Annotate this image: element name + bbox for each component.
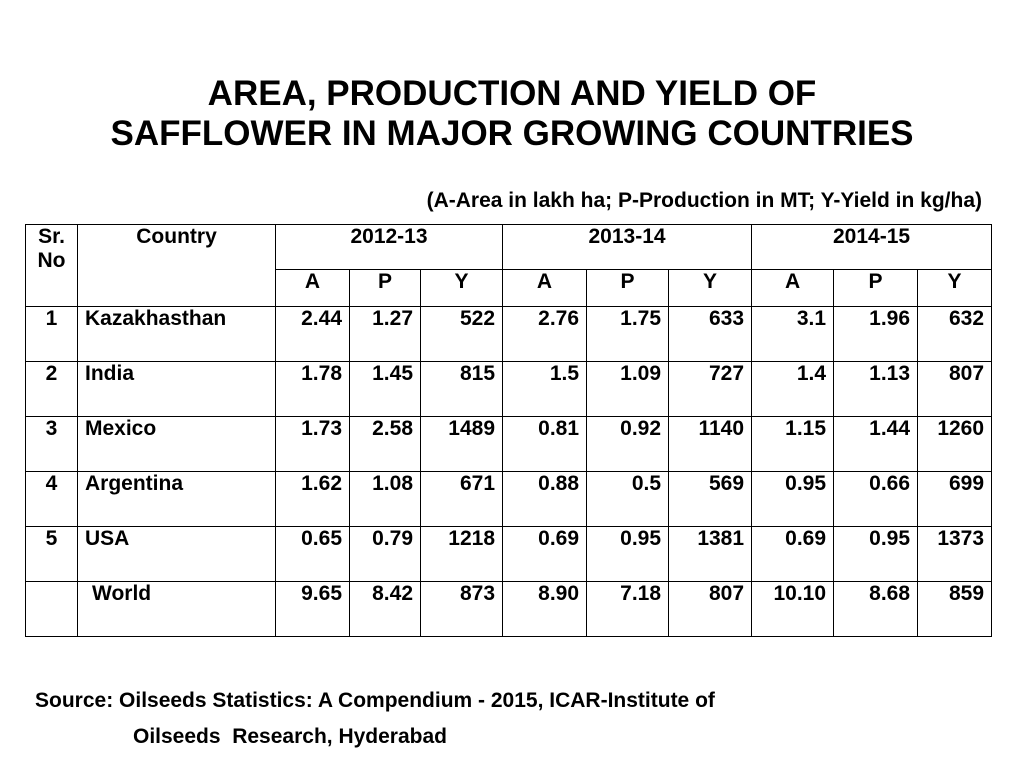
cell-value: 1260 [918,417,992,472]
cell-value: 8.68 [834,582,918,637]
cell-value: 1.73 [276,417,350,472]
cell-country: World [78,582,276,637]
cell-srno: 3 [26,417,78,472]
cell-value: 0.79 [350,527,421,582]
cell-value: 859 [918,582,992,637]
cell-value: 1140 [669,417,752,472]
cell-value: 1218 [421,527,503,582]
cell-value: 1.62 [276,472,350,527]
cell-value: 1.45 [350,362,421,417]
cell-value: 2.76 [503,307,587,362]
cell-value: 0.88 [503,472,587,527]
header-country: Country [78,225,276,307]
subheader-cell: P [350,270,421,307]
cell-value: 7.18 [587,582,669,637]
cell-value: 1.75 [587,307,669,362]
header-year: 2014-15 [752,225,992,270]
cell-value: 0.5 [587,472,669,527]
cell-value: 9.65 [276,582,350,637]
cell-value: 632 [918,307,992,362]
cell-value: 1.27 [350,307,421,362]
page-title [0,74,1024,154]
table-row [26,417,992,472]
cell-value: 2.44 [276,307,350,362]
units-note: (A-Area in lakh ha; P-Production in MT; Y-Yield in kg/ha) [426,189,982,212]
cell-country: Kazakhasthan [78,307,276,362]
cell-value: 1.96 [834,307,918,362]
cell-value: 671 [421,472,503,527]
header-srno: Sr. No [26,225,78,307]
cell-value: 0.69 [752,527,834,582]
cell-srno: 5 [26,527,78,582]
cell-srno: 4 [26,472,78,527]
cell-value: 1489 [421,417,503,472]
cell-value: 0.92 [587,417,669,472]
cell-value: 0.69 [503,527,587,582]
subheader-cell: A [503,270,587,307]
header-year: 2013-14 [503,225,752,270]
cell-srno [26,582,78,637]
table-row [26,307,992,362]
cell-value: 807 [918,362,992,417]
table-row-world [26,582,992,637]
cell-country: India [78,362,276,417]
subheader-cell: P [834,270,918,307]
cell-value: 10.10 [752,582,834,637]
table-row [26,362,992,417]
cell-value: 8.90 [503,582,587,637]
table-row [26,527,992,582]
cell-value: 815 [421,362,503,417]
cell-country: Argentina [78,472,276,527]
cell-value: 0.81 [503,417,587,472]
source-line-1: Source: Oilseeds Statistics: A Compendium - 2015, ICAR-Institute of [35,689,715,712]
cell-value: 1381 [669,527,752,582]
cell-value: 0.95 [834,527,918,582]
cell-value: 1373 [918,527,992,582]
cell-value: 633 [669,307,752,362]
cell-value: 807 [669,582,752,637]
title-line-2: SAFFLOWER IN MAJOR GROWING COUNTRIES [110,114,914,153]
cell-srno: 1 [26,307,78,362]
cell-srno: 2 [26,362,78,417]
cell-value: 1.4 [752,362,834,417]
data-table [25,224,992,637]
subheader-cell: Y [421,270,503,307]
cell-value: 1.08 [350,472,421,527]
cell-value: 1.44 [834,417,918,472]
header-year: 2012-13 [276,225,503,270]
cell-country: Mexico [78,417,276,472]
cell-value: 0.66 [834,472,918,527]
cell-value: 2.58 [350,417,421,472]
subheader-cell: Y [918,270,992,307]
cell-value: 0.65 [276,527,350,582]
cell-value: 8.42 [350,582,421,637]
subheader-cell: P [587,270,669,307]
table-header-row [26,225,992,270]
title-line-1: AREA, PRODUCTION AND YIELD OF [207,74,817,113]
cell-value: 1.5 [503,362,587,417]
cell-value: 3.1 [752,307,834,362]
cell-value: 1.13 [834,362,918,417]
source-note [35,683,715,755]
cell-country: USA [78,527,276,582]
cell-value: 522 [421,307,503,362]
subheader-cell: A [752,270,834,307]
cell-value: 569 [669,472,752,527]
table-row [26,472,992,527]
cell-value: 1.15 [752,417,834,472]
subheader-cell: A [276,270,350,307]
cell-value: 873 [421,582,503,637]
cell-value: 1.09 [587,362,669,417]
source-line-2: Oilseeds Research, Hyderabad [133,725,447,748]
cell-value: 727 [669,362,752,417]
cell-value: 1.78 [276,362,350,417]
cell-value: 0.95 [752,472,834,527]
cell-value: 699 [918,472,992,527]
subheader-cell: Y [669,270,752,307]
cell-value: 0.95 [587,527,669,582]
